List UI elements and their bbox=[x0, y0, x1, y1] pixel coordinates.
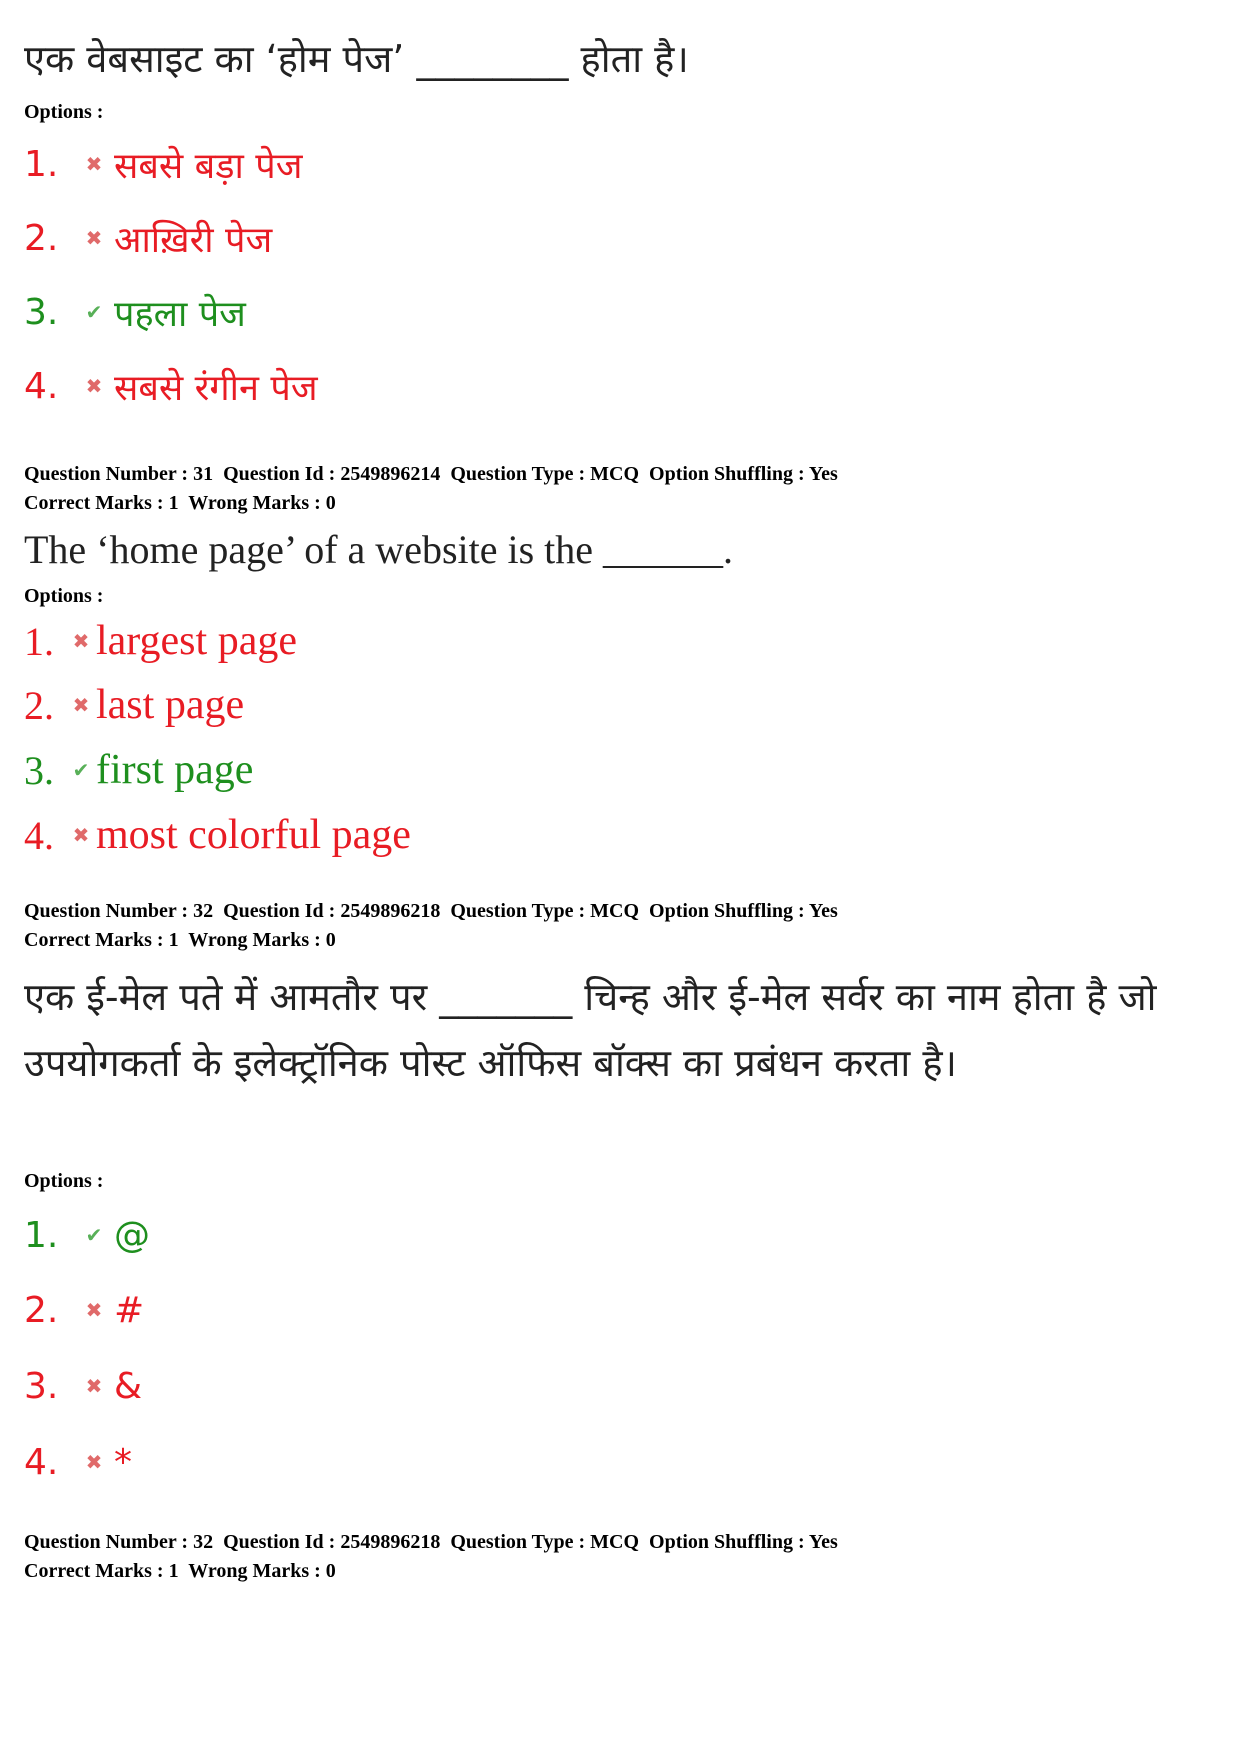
option-text: सबसे बड़ा पेज bbox=[114, 145, 303, 187]
question-text-hindi-email: एक ई-मेल पते में आमतौर पर _______ चिन्ह और ई-मेल सर्वर का नाम होता है जो उपयोगकर्ता के इलेक्ट्रॉनिक पोस्ट ऑफिस बॉक्स का प्रबंधन करता है। bbox=[24, 975, 1157, 1085]
cross-icon: ✖ bbox=[72, 693, 90, 717]
option-number: 1. bbox=[24, 143, 59, 185]
cross-icon: ✖ bbox=[85, 374, 103, 398]
option-text: आख़िरी पेज bbox=[114, 219, 273, 261]
option-text: पहला पेज bbox=[114, 293, 246, 335]
cross-icon: ✖ bbox=[85, 1374, 103, 1398]
option-number: 1. bbox=[24, 618, 54, 664]
option-1 bbox=[24, 616, 297, 666]
marks-meta: Correct Marks : 1 Wrong Marks : 0 bbox=[24, 1560, 336, 1582]
option-number: 4. bbox=[24, 1441, 59, 1483]
option-number: 3. bbox=[24, 747, 54, 793]
option-number: 4. bbox=[24, 365, 59, 407]
option-text: * bbox=[114, 1441, 132, 1483]
check-icon: ✔ bbox=[72, 758, 90, 782]
options-label: Options : bbox=[24, 585, 104, 607]
options-label: Options : bbox=[24, 1170, 104, 1192]
option-number: 2. bbox=[24, 217, 59, 259]
option-number: 3. bbox=[24, 1365, 59, 1407]
check-icon: ✔ bbox=[85, 1223, 103, 1247]
option-text: first page bbox=[96, 747, 254, 793]
option-text: largest page bbox=[96, 618, 297, 664]
cross-icon: ✖ bbox=[85, 226, 103, 250]
cross-icon: ✖ bbox=[72, 629, 90, 653]
cross-icon: ✖ bbox=[85, 152, 103, 176]
cross-icon: ✖ bbox=[85, 1450, 103, 1474]
option-number: 1. bbox=[24, 1214, 59, 1256]
question-meta: Question Number : 31 Question Id : 2549896214 Question Type : MCQ Option Shuffling : Yes bbox=[24, 463, 838, 485]
option-text: most colorful page bbox=[96, 812, 411, 858]
marks-meta: Correct Marks : 1 Wrong Marks : 0 bbox=[24, 492, 336, 514]
check-icon: ✔ bbox=[85, 300, 103, 324]
question-meta: Question Number : 32 Question Id : 2549896218 Question Type : MCQ Option Shuffling : Yes bbox=[24, 1531, 838, 1553]
option-2 bbox=[24, 213, 272, 263]
option-2 bbox=[24, 680, 244, 730]
marks-meta: Correct Marks : 1 Wrong Marks : 0 bbox=[24, 929, 336, 951]
cross-icon: ✖ bbox=[85, 1298, 103, 1322]
option-text: @ bbox=[114, 1214, 150, 1256]
question-text-hindi-home-page: एक वेबसाइट का ‘होम पेज’ ________ होता है। bbox=[24, 37, 689, 81]
option-2 bbox=[24, 1285, 144, 1335]
option-text: & bbox=[114, 1365, 143, 1407]
option-text: सबसे रंगीन पेज bbox=[114, 367, 318, 409]
options-label: Options : bbox=[24, 101, 104, 123]
option-3 bbox=[24, 1361, 142, 1411]
option-4 bbox=[24, 1437, 132, 1487]
option-4 bbox=[24, 361, 318, 411]
option-text: last page bbox=[96, 682, 245, 728]
question-text-english-home-page: The ‘home page’ of a website is the ______. bbox=[24, 527, 734, 572]
option-1 bbox=[24, 139, 302, 189]
option-3 bbox=[24, 745, 253, 795]
cross-icon: ✖ bbox=[72, 823, 90, 847]
option-text: # bbox=[114, 1289, 145, 1331]
option-3 bbox=[24, 287, 246, 337]
option-4 bbox=[24, 810, 411, 860]
option-number: 4. bbox=[24, 812, 54, 858]
question-meta: Question Number : 32 Question Id : 2549896218 Question Type : MCQ Option Shuffling : Yes bbox=[24, 900, 838, 922]
option-number: 3. bbox=[24, 291, 59, 333]
option-number: 2. bbox=[24, 682, 54, 728]
option-1 bbox=[24, 1210, 150, 1260]
option-number: 2. bbox=[24, 1289, 59, 1331]
